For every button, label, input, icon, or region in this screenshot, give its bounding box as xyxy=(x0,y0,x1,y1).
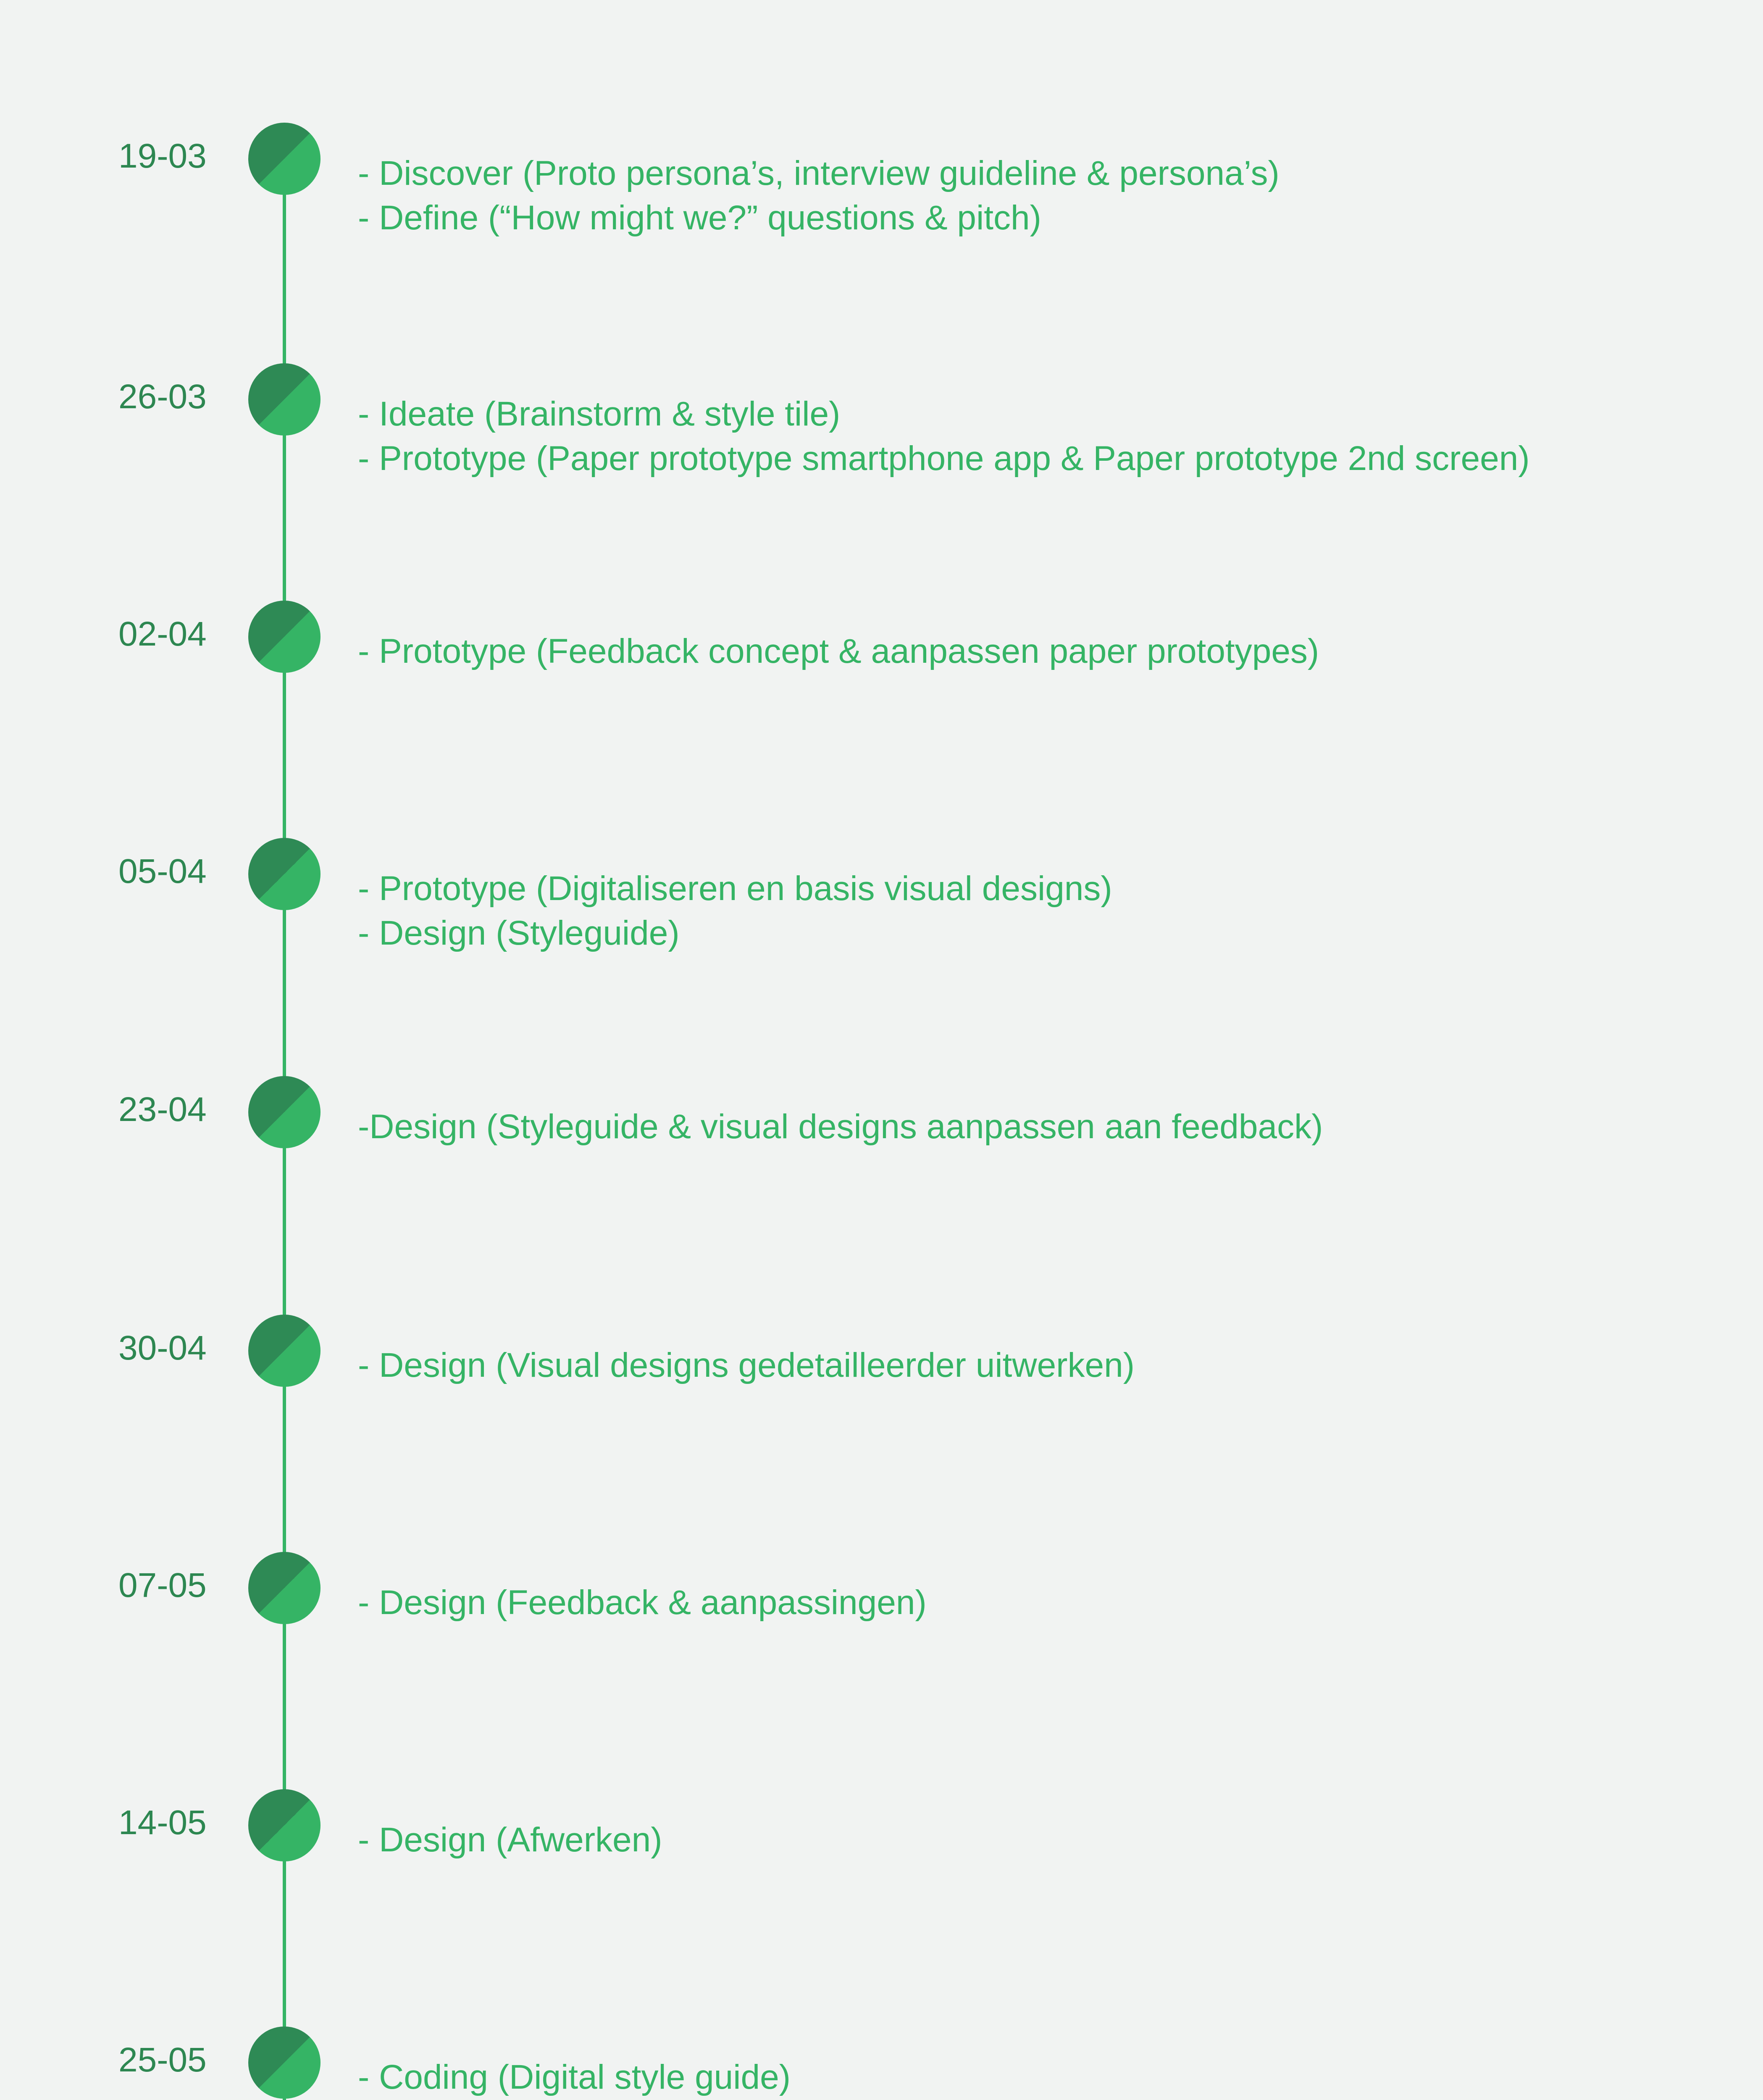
task-item: - Ideate (Brainstorm & style tile) xyxy=(358,395,841,433)
milestone-tasks xyxy=(358,1105,1323,1149)
milestone-date: 26-03 xyxy=(118,378,207,416)
milestone-tasks xyxy=(358,392,1530,481)
milestone-tasks xyxy=(358,1818,662,1862)
task-item: - Prototype (Paper prototype smartphone app & Paper prototype 2nd screen) xyxy=(358,439,1530,478)
milestone-date: 02-04 xyxy=(118,615,207,653)
milestone-26-03 xyxy=(0,376,1763,536)
milestone-date: 23-04 xyxy=(118,1090,207,1129)
task-item: - Design (Feedback & aanpassingen) xyxy=(358,1583,927,1622)
task-item: - Design (Visual designs gedetailleerder uitwerken) xyxy=(358,1346,1135,1384)
milestone-date: 07-05 xyxy=(118,1566,207,1604)
milestone-dot-icon xyxy=(248,1552,321,1624)
milestone-25-05 xyxy=(0,2039,1763,2100)
task-item: -Design (Styleguide & visual designs aanpassen aan feedback) xyxy=(358,1108,1323,1146)
milestone-dot-icon xyxy=(248,838,321,910)
milestone-date: 30-04 xyxy=(118,1329,207,1367)
milestone-tasks xyxy=(358,629,1319,674)
milestone-date: 19-03 xyxy=(118,137,207,175)
milestone-14-05 xyxy=(0,1802,1763,1961)
milestone-dot-icon xyxy=(248,1789,321,1861)
milestone-tasks xyxy=(358,2055,791,2100)
milestone-23-04 xyxy=(0,1089,1763,1248)
milestone-tasks xyxy=(358,151,1280,240)
milestone-dot-icon xyxy=(248,601,321,673)
task-item: - Coding (Digital style guide) xyxy=(358,2058,791,2096)
milestone-dot-icon xyxy=(248,1315,321,1387)
milestone-tasks xyxy=(358,1580,927,1625)
milestone-07-05 xyxy=(0,1564,1763,1724)
milestone-date: 05-04 xyxy=(118,852,207,890)
task-item: - Design (Afwerken) xyxy=(358,1821,662,1859)
milestone-date: 25-05 xyxy=(118,2041,207,2079)
task-item: - Prototype (Feedback concept & aanpassen paper prototypes) xyxy=(358,632,1319,670)
milestone-dot-icon xyxy=(248,1076,321,1148)
milestone-tasks xyxy=(358,866,1112,956)
task-item: - Define (“How might we?” questions & pitch) xyxy=(358,199,1041,237)
milestone-dot-icon xyxy=(248,123,321,195)
task-item: - Prototype (Digitaliseren en basis visual designs) xyxy=(358,869,1112,908)
milestone-02-04 xyxy=(0,613,1763,773)
task-item: - Discover (Proto persona’s, interview guideline & persona’s) xyxy=(358,154,1280,192)
milestone-tasks xyxy=(358,1343,1135,1388)
milestone-05-04 xyxy=(0,850,1763,1010)
milestone-dot-icon xyxy=(248,363,321,436)
milestone-dot-icon xyxy=(248,2026,321,2099)
task-item: - Design (Styleguide) xyxy=(358,914,680,952)
milestone-30-04 xyxy=(0,1327,1763,1487)
milestone-date: 14-05 xyxy=(118,1803,207,1842)
milestone-19-03 xyxy=(0,135,1763,295)
